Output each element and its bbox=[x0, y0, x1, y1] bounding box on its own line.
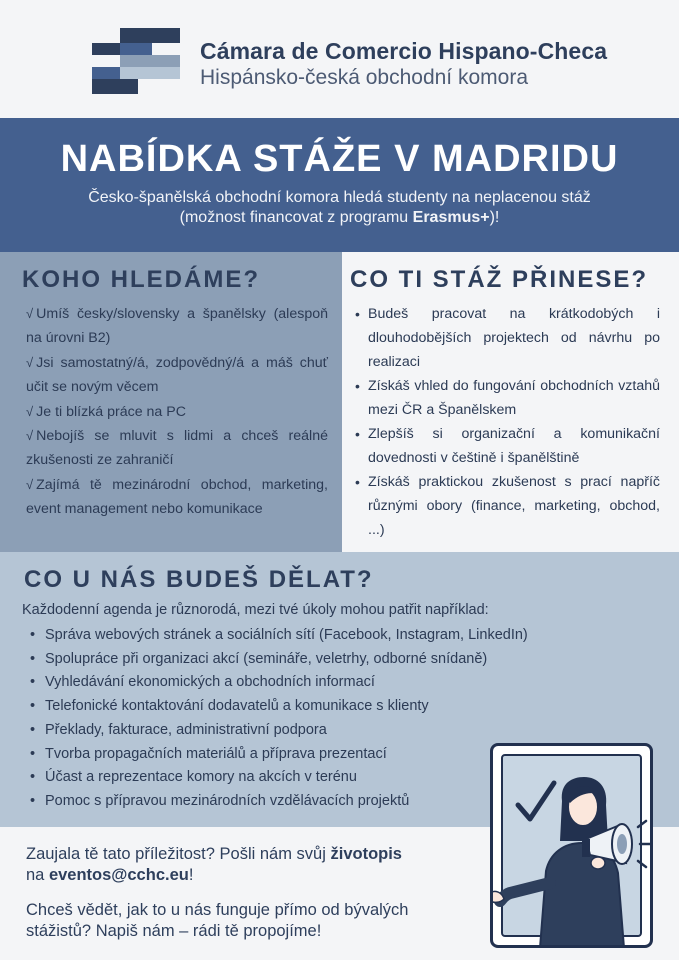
requirement-item bbox=[26, 473, 328, 522]
bullet-icon: • bbox=[30, 769, 36, 786]
requirement-item-text: Nebojíš se mluvit s lidmi a chceš reálné zkušenosti ze zahraničí bbox=[26, 428, 328, 469]
illustration-frame bbox=[490, 743, 653, 948]
cta-email-pre: na bbox=[26, 866, 49, 884]
checkmark-icon bbox=[518, 783, 554, 819]
org-subtitle: Hispánsko-česká obchodní komora bbox=[200, 66, 529, 89]
checkmark-icon: √ bbox=[26, 476, 34, 492]
requirement-item bbox=[26, 424, 328, 473]
bullet-icon: • bbox=[30, 650, 36, 667]
bullet-icon: • bbox=[355, 426, 360, 442]
benefit-item bbox=[354, 470, 660, 542]
task-item-text: Správa webových stránek a sociálních sítí (Facebook, Instagram, LinkedIn) bbox=[45, 627, 528, 643]
bullet-icon: • bbox=[355, 306, 360, 322]
cchc-logo-icon bbox=[92, 28, 180, 96]
banner-line-2-post: )! bbox=[489, 209, 500, 226]
requirement-item-text: Je ti blízká práce na PC bbox=[36, 403, 186, 420]
page-title: NABÍDKA STÁŽE V MADRIDU bbox=[60, 138, 619, 180]
cta-email-post: ! bbox=[188, 866, 194, 884]
task-item bbox=[30, 671, 528, 695]
tasks-list bbox=[30, 624, 528, 814]
task-item-text: Tvorba propagačních materiálů a příprava prezentací bbox=[45, 745, 387, 762]
task-item-text: Spolupráce při organizaci akcí (semináře, veletrhy, odborné snídaně) bbox=[45, 650, 488, 667]
requirement-item-text: Umíš česky/slovensky a španělsky (alespoň na úrovni B2) bbox=[26, 306, 328, 347]
benefit-item bbox=[354, 302, 660, 374]
banner-description bbox=[40, 188, 639, 228]
org-name: Cámara de Comercio Hispano-Checa bbox=[200, 38, 608, 64]
benefits-list bbox=[354, 302, 660, 542]
koho-hledame-heading: KOHO HLEDÁME? bbox=[22, 266, 260, 293]
benefit-item-text: Získáš praktickou zkušenost s prací napříč různými obory (finance, marketing, obchod, ...) bbox=[368, 474, 660, 538]
bullet-icon: • bbox=[355, 378, 360, 394]
woman-with-megaphone-icon bbox=[490, 743, 653, 948]
benefit-item-text: Získáš vhled do fungování obchodních vztahů mezi ČR a Španělskem bbox=[368, 378, 660, 418]
cta-cv-text: Zaujala tě tato příležitost? Pošli nám svůj bbox=[26, 845, 331, 863]
task-item bbox=[30, 790, 528, 814]
requirement-item bbox=[26, 302, 328, 351]
bullet-icon: • bbox=[30, 698, 36, 715]
koho-hledame-section bbox=[0, 252, 342, 552]
checkmark-icon: √ bbox=[26, 428, 34, 444]
benefit-item bbox=[354, 422, 660, 470]
task-item-text: Pomoc s přípravou mezinárodních vzdělávacích projektů bbox=[45, 792, 410, 809]
task-item bbox=[30, 766, 528, 790]
title-banner bbox=[0, 118, 679, 252]
requirement-item bbox=[26, 400, 328, 424]
task-item bbox=[30, 743, 528, 767]
bullet-icon: • bbox=[30, 792, 36, 809]
checkmark-icon: √ bbox=[26, 354, 34, 370]
bullet-icon: • bbox=[30, 721, 36, 738]
co-u-nas-budes-delat-heading: CO U NÁS BUDEŠ DĚLAT? bbox=[24, 566, 374, 593]
task-item-text: Telefonické kontaktování dodavatelů a komunikace s klienty bbox=[45, 698, 429, 715]
requirement-item-text: Jsi samostatný/á, zodpovědný/á a máš chuť učit se novým věcem bbox=[26, 354, 328, 396]
bullet-icon: • bbox=[355, 474, 360, 490]
benefit-item-text: Zlepšíš si organizační a komunikační dovednosti v češtině i španělštině bbox=[368, 426, 660, 466]
bullet-icon: • bbox=[30, 627, 36, 643]
task-item bbox=[30, 695, 528, 719]
checkmark-icon: √ bbox=[26, 306, 34, 321]
co-ti-staz-prinese-heading: CO TI STÁŽ PŘINESE? bbox=[350, 266, 649, 293]
cta-cv bbox=[26, 844, 466, 886]
requirement-item bbox=[26, 351, 328, 400]
contact-email-link[interactable]: eventos@cchc.eu bbox=[48, 866, 189, 884]
bullet-icon: • bbox=[30, 745, 36, 762]
requirements-list bbox=[26, 302, 328, 522]
task-item bbox=[30, 648, 528, 672]
banner-line-1: Česko-španělská obchodní komora hledá studenty na neplacenou stáž bbox=[88, 189, 591, 206]
tasks-intro: Každodenní agenda je různorodá, mezi tvé úkoly mohou patřit například: bbox=[22, 602, 489, 618]
task-item bbox=[30, 719, 528, 743]
co-ti-staz-prinese-section bbox=[342, 252, 679, 552]
cta-cv-bold: životopis bbox=[330, 845, 402, 863]
bullet-icon: • bbox=[30, 674, 36, 691]
checkmark-icon: √ bbox=[26, 403, 34, 419]
task-item bbox=[30, 624, 528, 648]
cta-alumni: Chceš vědět, jak to u nás funguje přímo od bývalých stážistů? Napiš nám – rádi tě propojíme! bbox=[26, 901, 409, 940]
task-item-text: Překlady, fakturace, administrativní podpora bbox=[45, 721, 327, 738]
header bbox=[0, 0, 679, 118]
requirement-item-text: Zajímá tě mezinárodní obchod, marketing, event management nebo komunikace bbox=[26, 476, 328, 518]
benefit-item-text: Budeš pracovat na krátkodobých i dlouhodobějších projektech od návrhu po realizaci bbox=[368, 306, 660, 370]
benefit-item bbox=[354, 374, 660, 422]
banner-line-2-pre: (možnost financovat z programu bbox=[179, 209, 413, 226]
erasmus-highlight: Erasmus+ bbox=[412, 209, 490, 226]
task-item-text: Vyhledávání ekonomických a obchodních informací bbox=[45, 674, 375, 691]
task-item-text: Účast a reprezentace komory na akcích v terénu bbox=[45, 769, 357, 786]
